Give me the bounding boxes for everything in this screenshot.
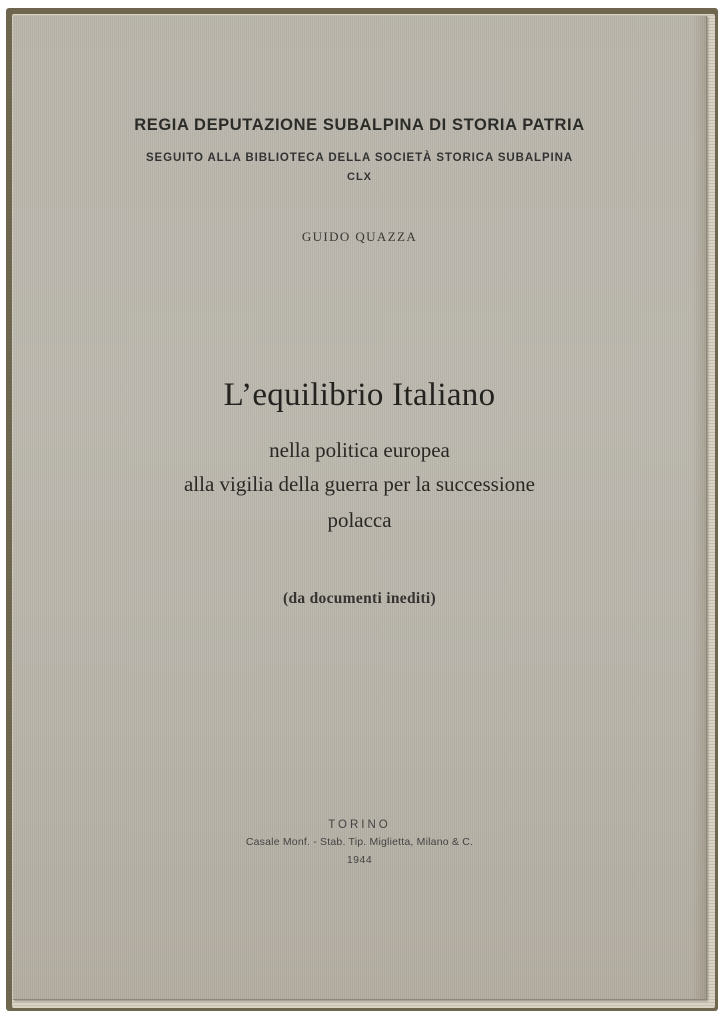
subtitle-line-3: polacca: [327, 508, 392, 532]
imprint-city: TORINO: [328, 819, 391, 831]
imprint-year: 1944: [346, 854, 373, 866]
series-line: SEGUITO ALLA BIBLIOTECA DELLA SOCIETÀ STORICA SUBALPINA: [145, 152, 574, 164]
subtitle-line-1: nella politica europea: [269, 438, 450, 462]
book-title: L’equilibrio Italiano: [223, 377, 496, 413]
imprint-printer: Casale Monf. - Stab. Tip. Miglietta, Milano & C.: [245, 836, 474, 848]
subtitle-line-2: alla vigilia della guerra per la successione: [183, 472, 535, 496]
volume-number: CLX: [347, 171, 372, 183]
sources-note: (da documenti inediti): [283, 590, 436, 607]
book-cover: [13, 16, 707, 1000]
author-name: GUIDO QUAZZA: [301, 229, 418, 244]
publisher-heading: REGIA DEPUTAZIONE SUBALPINA DI STORIA PATRIA: [134, 116, 585, 134]
